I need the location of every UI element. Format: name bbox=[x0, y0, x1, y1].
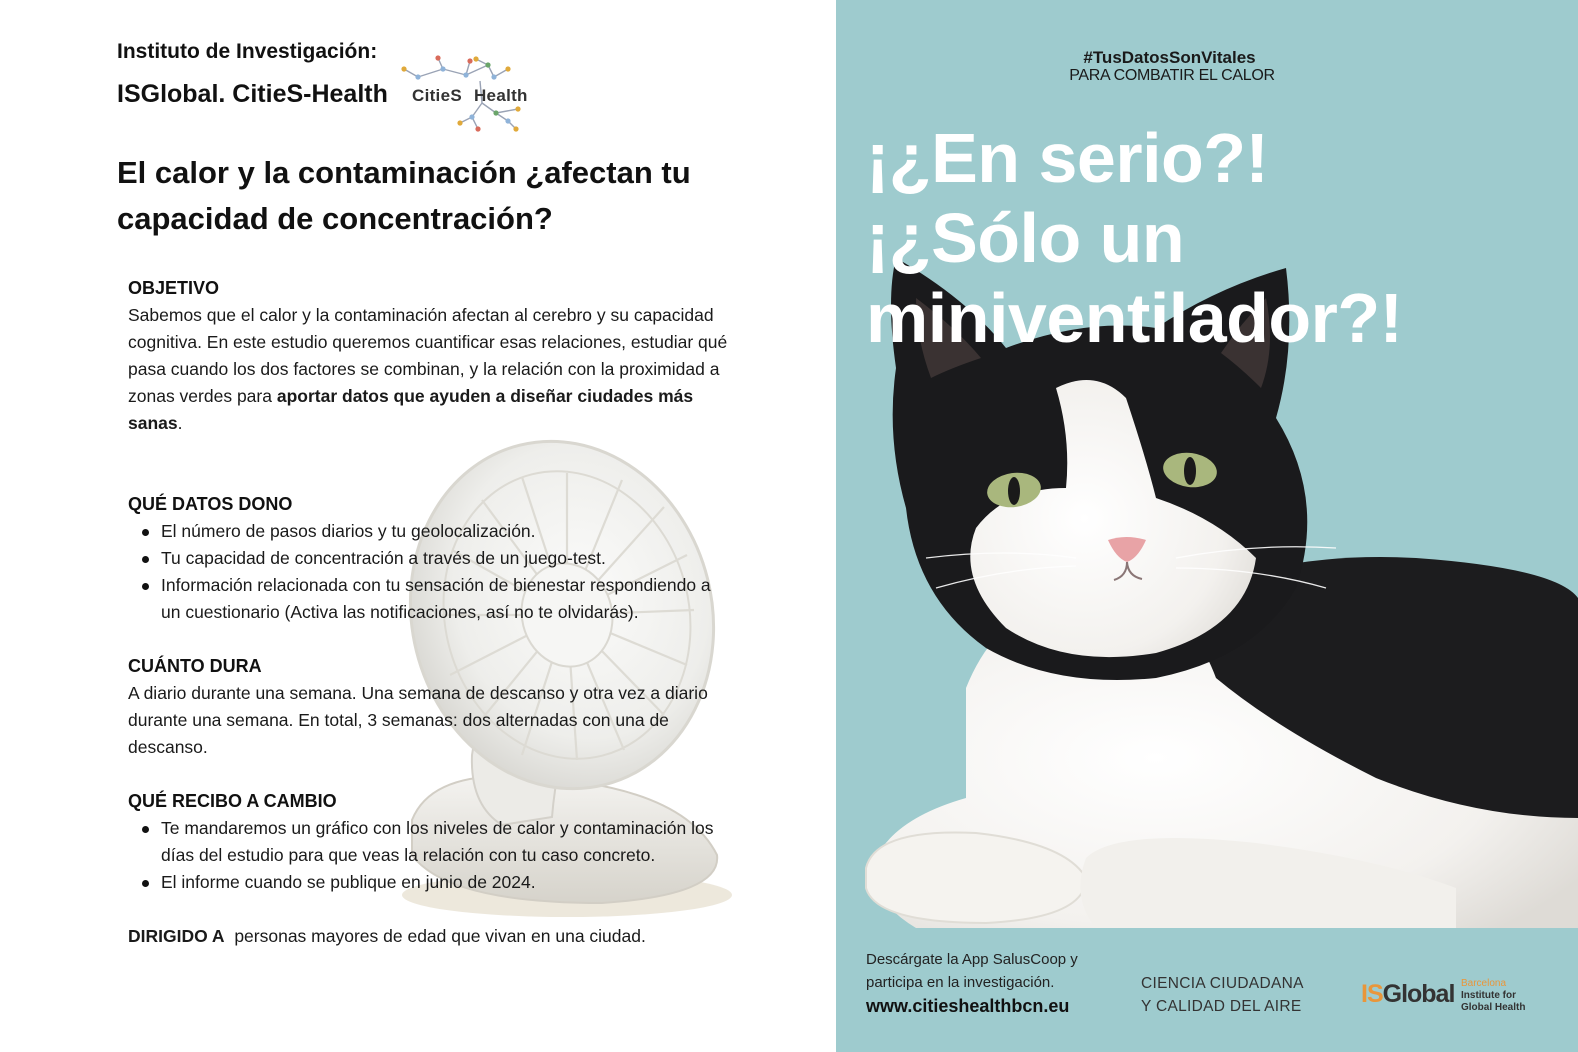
page-title bbox=[117, 150, 737, 242]
list-item: Te mandaremos un gráfico con los niveles de calor y contaminación los días del estudio para que veas la relación con tu caso concreto. bbox=[128, 815, 728, 869]
poster-panel bbox=[836, 0, 1578, 1052]
isglobal-sub-2: Institute for bbox=[1461, 990, 1516, 1001]
title-line-1: El calor y la contaminación ¿afectan tu bbox=[117, 155, 691, 190]
headline-line-1: ¡¿En serio?! bbox=[866, 119, 1269, 197]
headline-line-2: ¡¿Sólo un bbox=[866, 199, 1185, 277]
objetivo-heading: OBJETIVO bbox=[128, 278, 220, 298]
list-item: El número de pasos diarios y tu geolocalización. bbox=[128, 518, 728, 545]
objetivo-text bbox=[128, 302, 728, 437]
dirigido-text: personas mayores de edad que vivan en una ciudad. bbox=[234, 926, 646, 946]
recibo-list bbox=[128, 815, 728, 896]
headline bbox=[866, 118, 1402, 358]
isglobal-wordmark bbox=[1361, 980, 1454, 1009]
title-line-2: capacidad de concentración? bbox=[117, 201, 553, 236]
datos-list bbox=[128, 518, 728, 626]
isglobal-sub-1: Barcelona bbox=[1461, 978, 1507, 989]
ciencia-line-1: CIENCIA CIUDADANA bbox=[1141, 975, 1304, 992]
list-item: Tu capacidad de concentración a través de un juego-test. bbox=[128, 545, 728, 572]
download-invite bbox=[866, 948, 1078, 994]
dirigido-line bbox=[128, 923, 728, 950]
website-link[interactable]: www.citieshealthbcn.eu bbox=[866, 996, 1070, 1016]
dirigido-label: DIRIGIDO A bbox=[128, 926, 225, 946]
ciencia-ciudadana-tagline bbox=[1141, 972, 1304, 1018]
logo-word-cities: CitieS bbox=[412, 86, 462, 105]
cat-illustration bbox=[856, 258, 1578, 938]
institute-name: ISGlobal. CitieS-Health bbox=[117, 80, 388, 108]
hashtag-subtitle: PARA COMBATIR EL CALOR bbox=[1069, 67, 1275, 84]
isglobal-is: IS bbox=[1361, 980, 1383, 1008]
logo-wordmark bbox=[412, 86, 528, 106]
objetivo-end: . bbox=[177, 413, 183, 433]
study-details bbox=[128, 275, 728, 950]
isglobal-subtitle bbox=[1461, 978, 1551, 1014]
hashtag: #TusDatosSonVitales bbox=[1083, 48, 1256, 67]
list-item: El informe cuando se publique en junio de 2024. bbox=[128, 869, 728, 896]
download-line-1: Descárgate la App SalusCoop y bbox=[866, 951, 1078, 968]
download-line-2: participa en la investigación. bbox=[866, 974, 1055, 991]
list-item: Información relacionada con tu sensación de bienestar respondiendo a un cuestionario (Activa las notificaciones, así no te olvidarás). bbox=[128, 572, 728, 626]
objetivo-bold: aportar datos que ayuden a diseñar ciudades más sanas bbox=[128, 386, 694, 433]
datos-heading: QUÉ DATOS DONO bbox=[128, 494, 293, 514]
objetivo-body: Sabemos que el calor y la contaminación afectan al cerebro y su capacidad cognitiva. En este estudio queremos cuantificar esas relaciones, estudiar qué pasa cuando los dos factores se combinan, y la relación con la proximidad a zonas verdes para bbox=[128, 305, 728, 406]
isglobal-global: Global bbox=[1382, 980, 1455, 1008]
headline-line-3: miniventilador?! bbox=[866, 279, 1403, 357]
dura-heading: CUÁNTO DURA bbox=[128, 656, 262, 676]
dura-text: A diario durante una semana. Una semana de descanso y otra vez a diario durante una semana. En total, 3 semanas: dos alternadas con una de descanso. bbox=[128, 683, 708, 757]
recibo-heading: QUÉ RECIBO A CAMBIO bbox=[128, 791, 337, 811]
logo-word-health: Health bbox=[473, 86, 528, 105]
institute-label: Instituto de Investigación: bbox=[117, 40, 378, 63]
cities-health-logo bbox=[398, 55, 548, 135]
ciencia-line-2: Y CALIDAD DEL AIRE bbox=[1141, 998, 1302, 1015]
isglobal-sub-3: Global Health bbox=[1461, 1002, 1526, 1013]
